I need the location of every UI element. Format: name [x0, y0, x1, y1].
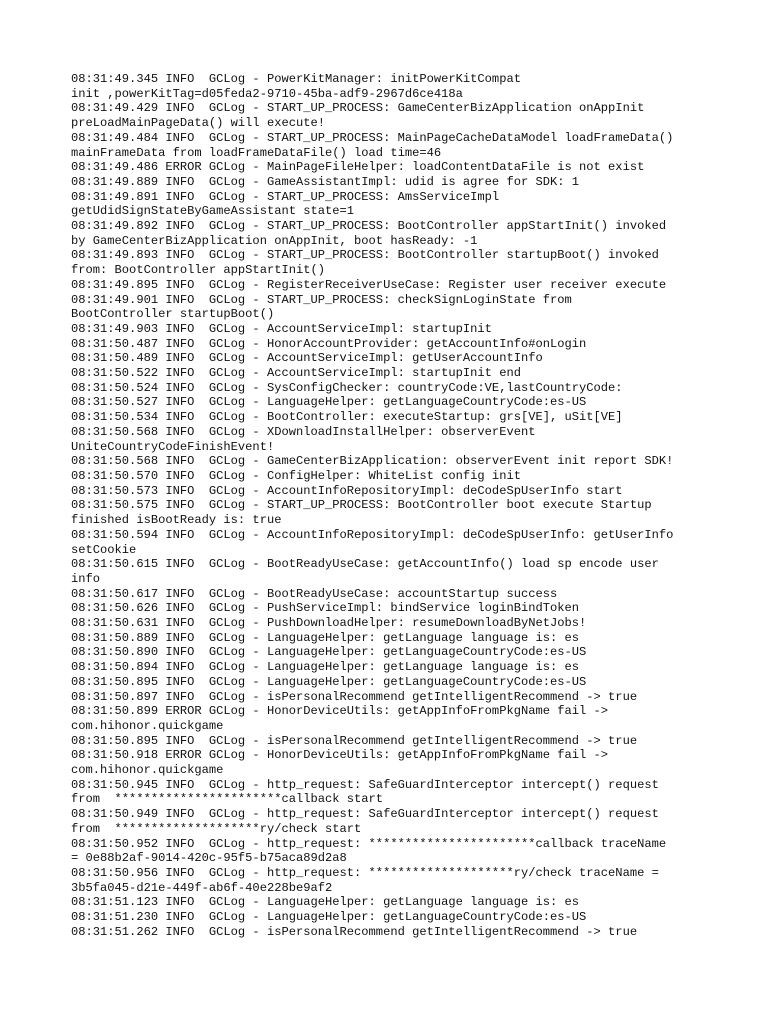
log-line: 08:31:49.429 INFO GCLog - START_UP_PROCESS: GameCenterBizApplication onAppInit: [71, 101, 645, 116]
log-line: = 0e88b2af-9014-420c-95f5-b75aca89d2a8: [71, 851, 347, 866]
log-line: from: BootController appStartInit(): [71, 263, 326, 278]
log-line: 08:31:50.889 INFO GCLog - LanguageHelper: getLanguage language is: es: [71, 630, 580, 645]
log-line: 08:31:50.945 INFO GCLog - http_request: SafeGuardInterceptor intercept() request: [71, 777, 659, 792]
log-line: 08:31:50.895 INFO GCLog - isPersonalRecommend getIntelligentRecommend -> true: [71, 733, 638, 748]
log-line: finished isBootReady is: true: [71, 513, 282, 528]
log-line: com.hihonor.quickgame: [71, 763, 224, 778]
log-line: 08:31:51.123 INFO GCLog - LanguageHelper: getLanguage language is: es: [71, 895, 580, 910]
log-line: from ***********************callback start: [71, 792, 384, 807]
log-line: 08:31:50.573 INFO GCLog - AccountInfoRepositoryImpl: deCodeSpUserInfo start: [71, 483, 623, 498]
log-line: 08:31:50.489 INFO GCLog - AccountServiceImpl: getUserAccountInfo: [71, 351, 543, 366]
log-line: 08:31:50.895 INFO GCLog - LanguageHelper: getLanguageCountryCode:es-US: [71, 674, 587, 689]
log-line: 08:31:50.899 ERROR GCLog - HonorDeviceUtils: getAppInfoFromPkgName fail ->: [71, 704, 609, 719]
log-line: com.hihonor.quickgame: [71, 718, 224, 733]
log-line: 08:31:50.952 INFO GCLog - http_request: ***********************callback traceName: [71, 836, 667, 851]
log-line: 08:31:50.631 INFO GCLog - PushDownloadHelper: resumeDownloadByNetJobs!: [71, 616, 587, 631]
log-line: preLoadMainPageData() will execute!: [71, 116, 326, 131]
log-line: by GameCenterBizApplication onAppInit, boot hasReady: -1: [71, 233, 478, 248]
log-line: 08:31:49.892 INFO GCLog - START_UP_PROCESS: BootController appStartInit() invoked: [71, 219, 667, 234]
log-line: 08:31:50.894 INFO GCLog - LanguageHelper: getLanguage language is: es: [71, 660, 580, 675]
log-line: 08:31:49.891 INFO GCLog - START_UP_PROCESS: AmsServiceImpl: [71, 189, 500, 204]
log-line: 3b5fa045-d21e-449f-ab6f-40e228be9af2: [71, 880, 333, 895]
log-line: setCookie: [71, 542, 137, 557]
log-line: 08:31:50.918 ERROR GCLog - HonorDeviceUtils: getAppInfoFromPkgName fail ->: [71, 748, 609, 763]
log-line: 08:31:50.617 INFO GCLog - BootReadyUseCase: accountStartup success: [71, 586, 558, 601]
log-line: 08:31:49.486 ERROR GCLog - MainPageFileHelper: loadContentDataFile is not exist: [71, 160, 645, 175]
log-line: 08:31:50.534 INFO GCLog - BootController: executeStartup: grs[VE], uSit[VE]: [71, 410, 623, 425]
log-line: 08:31:51.262 INFO GCLog - isPersonalRecommend getIntelligentRecommend -> true: [71, 924, 638, 939]
log-line: 08:31:50.956 INFO GCLog - http_request: ********************ry/check traceName =: [71, 865, 659, 880]
log-line: 08:31:50.568 INFO GCLog - XDownloadInstallHelper: observerEvent: [71, 424, 536, 439]
log-line: 08:31:50.615 INFO GCLog - BootReadyUseCase: getAccountInfo() load sp encode user: [71, 557, 659, 572]
log-line: 08:31:51.230 INFO GCLog - LanguageHelper: getLanguageCountryCode:es-US: [71, 910, 587, 925]
log-line: 08:31:49.484 INFO GCLog - START_UP_PROCESS: MainPageCacheDataModel loadFrameData(): [71, 130, 674, 145]
log-line: 08:31:49.901 INFO GCLog - START_UP_PROCESS: checkSignLoginState from: [71, 292, 572, 307]
log-line: info: [71, 571, 101, 586]
log-line: 08:31:50.524 INFO GCLog - SysConfigChecker: countryCode:VE,lastCountryCode:: [71, 380, 623, 395]
log-line: 08:31:50.626 INFO GCLog - PushServiceImpl: bindService loginBindToken: [71, 601, 580, 616]
log-line: 08:31:50.897 INFO GCLog - isPersonalRecommend getIntelligentRecommend -> true: [71, 689, 638, 704]
log-line: 08:31:50.949 INFO GCLog - http_request: SafeGuardInterceptor intercept() request: [71, 807, 659, 822]
log-line: 08:31:49.903 INFO GCLog - AccountServiceImpl: startupInit: [71, 321, 492, 336]
log-line: UniteCountryCodeFinishEvent!: [71, 439, 275, 454]
log-line: 08:31:50.594 INFO GCLog - AccountInfoRepositoryImpl: deCodeSpUserInfo: getUserInfo: [71, 527, 674, 542]
log-line: 08:31:50.527 INFO GCLog - LanguageHelper: getLanguageCountryCode:es-US: [71, 395, 587, 410]
log-line: 08:31:50.570 INFO GCLog - ConfigHelper: WhiteList config init: [71, 468, 521, 483]
log-line: 08:31:50.487 INFO GCLog - HonorAccountProvider: getAccountInfo#onLogin: [71, 336, 587, 351]
log-line: 08:31:49.345 INFO GCLog - PowerKitManager: initPowerKitCompat: [71, 72, 521, 86]
log-line: init ,powerKitTag=d05feda2-9710-45ba-adf9-2967d6ce418a: [71, 86, 463, 101]
log-line: 08:31:50.575 INFO GCLog - START_UP_PROCESS: BootController boot execute Startup: [71, 498, 652, 513]
log-line: 08:31:50.568 INFO GCLog - GameCenterBizApplication: observerEvent init report SDK!: [71, 454, 674, 469]
log-line: getUdidSignStateByGameAssistant state=1: [71, 204, 355, 219]
log-document: [71, 72, 731, 939]
log-line: 08:31:49.889 INFO GCLog - GameAssistantImpl: udid is agree for SDK: 1: [71, 174, 580, 189]
log-line: 08:31:49.893 INFO GCLog - START_UP_PROCESS: BootController startupBoot() invoked: [71, 248, 659, 263]
log-line: 08:31:50.522 INFO GCLog - AccountServiceImpl: startupInit end: [71, 366, 521, 381]
log-line: 08:31:49.895 INFO GCLog - RegisterReceiverUseCase: Register user receiver execute: [71, 277, 667, 292]
log-line: BootController startupBoot(): [71, 307, 275, 322]
log-line: mainFrameData from loadFrameDataFile() load time=46: [71, 145, 442, 160]
log-line: from ********************ry/check start: [71, 821, 362, 836]
log-line: 08:31:50.890 INFO GCLog - LanguageHelper: getLanguageCountryCode:es-US: [71, 645, 587, 660]
